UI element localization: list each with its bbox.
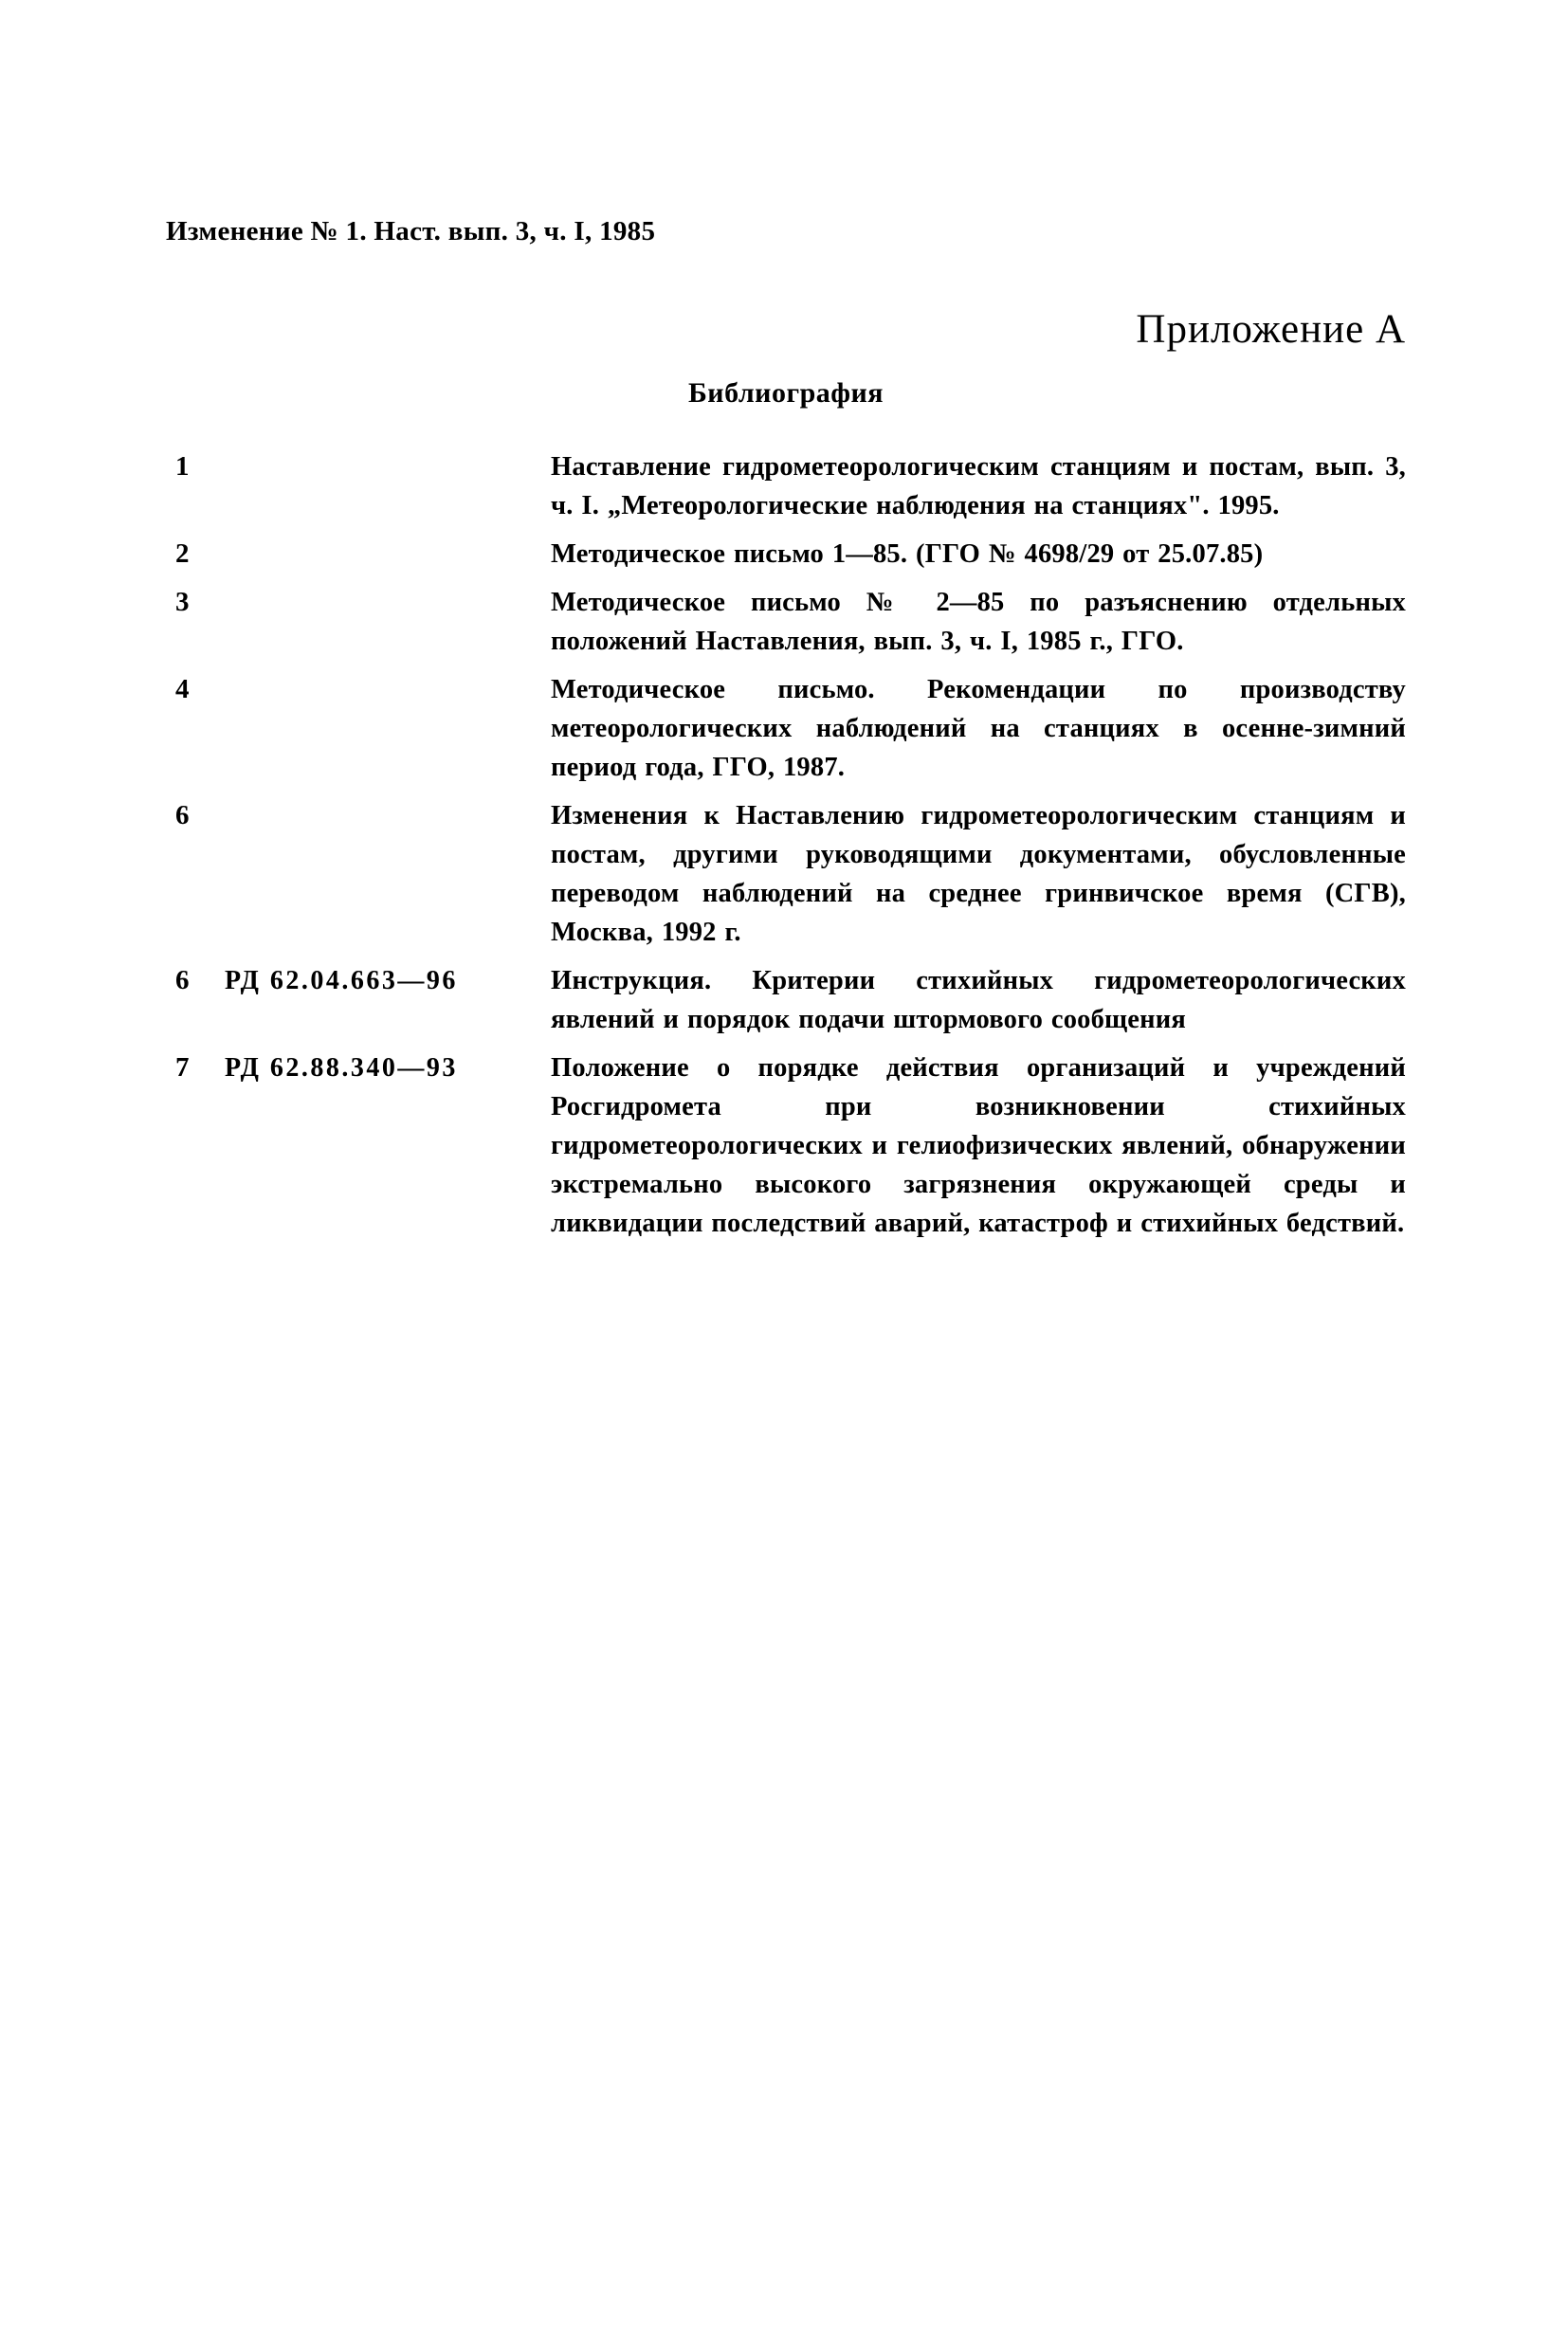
bibliography-entry — [166, 961, 1406, 1039]
entry-text: Методическое письмо 1—85. (ГГО № 4698/29 от 25.07.85) — [551, 539, 1264, 569]
page-header: Изменение № 1. Наст. вып. 3, ч. I, 1985 — [166, 216, 656, 246]
entry-number: 6 — [175, 965, 190, 995]
bibliography-entry — [166, 535, 1406, 574]
page-content — [166, 216, 1406, 1252]
entry-text: Изменения к Наставлению гидрометеорологическим станциям и постам, другими руководящими документами, обусловленные переводом наблюдений на среднее гринвичское время (СГВ), Москва, 1992 г. — [551, 801, 1406, 947]
entry-number: 6 — [175, 800, 190, 830]
entry-number: 3 — [175, 587, 190, 617]
entry-text: Методическое письмо № 2—85 по разъяснению отдельных положений Наставления, вып. 3, ч. I, 1985 г., ГГО. — [551, 588, 1406, 656]
entry-code: РД 62.88.340—93 — [225, 1053, 458, 1083]
bibliography-entry — [166, 447, 1406, 525]
appendix-title: Приложение А — [1136, 307, 1406, 352]
bibliography-entry — [166, 796, 1406, 952]
entry-number: 7 — [175, 1052, 190, 1083]
entry-text: Наставление гидрометеорологическим станциям и постам, вып. 3, ч. I. „Метеорологические наблюдения на станциях". 1995. — [551, 452, 1406, 520]
bibliography-list — [166, 447, 1406, 1243]
bibliography-entry — [166, 1048, 1406, 1243]
entry-code: РД 62.04.663—96 — [225, 966, 458, 995]
bibliography-entry — [166, 583, 1406, 661]
entry-number: 4 — [175, 674, 190, 704]
entry-number: 1 — [175, 451, 190, 482]
entry-text: Положение о порядке действия организаций и учреждений Росгидромета при возникновении стихийных гидрометеорологических и гелиофизических явлений, обнаружении экстремально высокого загрязнения окружающей среды и ликвидации последствий аварий, катастроф и стихийных бедствий. — [551, 1053, 1406, 1238]
bibliography-title: Библиография — [687, 377, 884, 409]
entry-text: Инструкция. Критерии стихийных гидрометеорологических явлений и порядок подачи штормового сообщения — [551, 966, 1406, 1034]
bibliography-entry — [166, 670, 1406, 787]
entry-number: 2 — [175, 538, 190, 569]
entry-text: Методическое письмо. Рекомендации по производству метеорологических наблюдений на станциях в осенне-зимний период года, ГГО, 1987. — [551, 675, 1406, 782]
